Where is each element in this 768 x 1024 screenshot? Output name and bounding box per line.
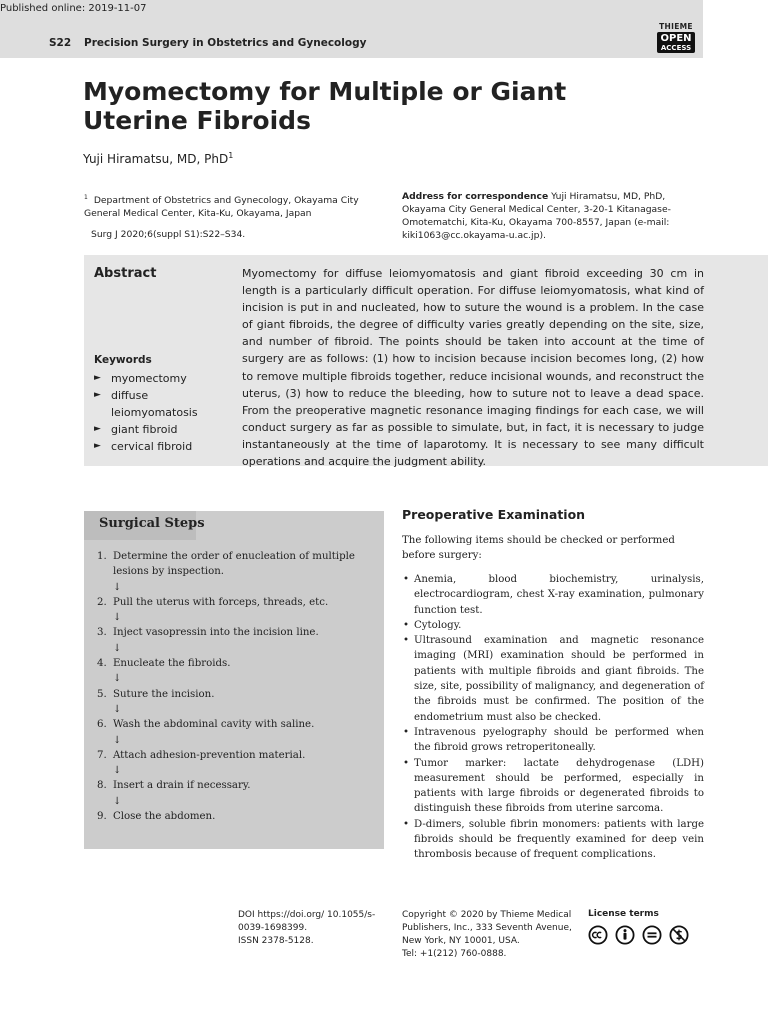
step-item	[97, 778, 377, 809]
keyword-text: myomectomy	[111, 372, 187, 385]
step-item	[97, 809, 377, 824]
step-text: Suture the incision.	[113, 688, 215, 700]
step-line	[97, 748, 377, 763]
preoperative-item	[402, 633, 704, 725]
logo-open-access-box	[657, 32, 695, 53]
surgical-steps-box	[84, 511, 384, 849]
doi-line	[238, 909, 388, 935]
nc-icon	[669, 925, 689, 945]
step-number: 3.	[97, 627, 107, 639]
address-text: Yuji Hiramatsu, MD, PhD, Okayama City General Medical Center, 3-20-1 Kitanagase-Omotematchi, Kita-Ku, Okayama 700-8557, Japan (e-mail: kiki1063@cc.okayama-u.ac.jp).	[402, 191, 671, 241]
preoperative-item-text: Ultrasound examination and magnetic resonance imaging (MRI) examination should be performed in patients with multiple fibroids and giant fibroids. The size, site, possibility of malignancy, and degeneration of the fibroids must be confirmed. The position of the endometrium must also be checked.	[414, 635, 704, 723]
step-line	[97, 778, 377, 793]
step-number: 7.	[97, 749, 107, 761]
surgical-steps-list	[97, 549, 377, 824]
step-text: Wash the abdominal cavity with saline.	[113, 719, 315, 731]
doi-block	[238, 909, 388, 948]
logo-thieme-text: THIEME	[659, 22, 693, 31]
doi-label: DOI	[238, 910, 255, 920]
step-text: Close the abdomen.	[113, 811, 216, 823]
keyword-item[interactable]	[94, 387, 214, 421]
bullet-icon: •	[403, 757, 410, 769]
step-number: 1.	[97, 551, 107, 562]
abstract-text: Myomectomy for diffuse leiomyomatosis and giant fibroid exceeding 30 cm in length is a particularly difficult operation. For diffuse leiomyomatosis, what kind of incision is put in and nucleated, how to suture the wound is a problem. In the case of giant fibroids, the degree of difficulty varies greatly depending on the site, size, and number of fibroid. The points should be taken into account at the time of surgery are as follows: (1) how to incision because incision becomes long, (2) how to remove multiple fibroids together, reduce incisional wounds, and reconstruct the uterus, (3) how to reduce the bleeding, how to suture not to leave a dead space. From the preoperative magnetic resonance imaging findings for each case, we will conduct surgery as far as possible to simulate, but, in fact, it is necessary to judge instantaneously at the time of laparotomy. It is necessary to see many difficult operations and acquire the judgment ability.	[242, 267, 704, 469]
preoperative-heading: Preoperative Examination	[402, 507, 586, 522]
keyword-arrow-icon: ►	[94, 390, 101, 400]
address-label: Address for correspondence	[402, 191, 549, 202]
preoperative-item	[402, 618, 704, 633]
keyword-item[interactable]	[94, 421, 214, 438]
step-number: 9.	[97, 811, 107, 823]
step-item	[97, 656, 377, 687]
author-line	[83, 151, 233, 166]
step-number: 6.	[97, 719, 107, 731]
step-text: Inject vasopressin into the incision line.	[113, 627, 319, 639]
author-name: Yuji Hiramatsu, MD, PhD	[83, 152, 229, 166]
doi-link[interactable]: https://doi.org/ 10.1055/s-0039-1698399.	[238, 910, 376, 933]
affiliation-mark: 1	[84, 194, 88, 201]
copyright-text: Copyright © 2020 by Thieme Medical Publishers, Inc., 333 Seventh Avenue, New York, NY 10001, USA.	[402, 910, 572, 946]
down-arrow-icon: ↓	[113, 765, 122, 777]
preoperative-item-text: Intravenous pyelography should be performed when the fibroid grows retroperitoneally.	[414, 726, 704, 754]
affiliation-text: Department of Obstetrics and Gynecology, Okayama City General Medical Center, Kita-Ku, Okayama, Japan	[84, 195, 359, 220]
article-title: Myomectomy for Multiple or Giant Uterine Fibroids	[83, 77, 567, 135]
keyword-arrow-icon: ►	[94, 441, 101, 451]
step-item	[97, 625, 377, 656]
citation: Surg J 2020;6(suppl S1):S22–S34.	[91, 229, 246, 240]
down-arrow-icon: ↓	[113, 795, 122, 807]
step-text: Enucleate the fibroids.	[113, 658, 231, 670]
preoperative-item	[402, 725, 704, 756]
down-arrow-icon: ↓	[113, 642, 122, 654]
bullet-icon: •	[403, 574, 410, 585]
step-line	[97, 717, 377, 732]
step-text: Attach adhesion-prevention material.	[113, 749, 306, 761]
surgical-steps-heading: Surgical Steps	[99, 516, 205, 531]
preoperative-item	[402, 817, 704, 863]
bullet-icon: •	[403, 619, 410, 631]
affiliation	[84, 191, 389, 220]
step-item	[97, 717, 377, 748]
step-number: 5.	[97, 688, 107, 700]
preoperative-intro: The following items should be checked or performed before surgery:	[402, 535, 675, 562]
journal-title: Precision Surgery in Obstetrics and Gynecology	[84, 37, 367, 49]
step-line	[97, 549, 377, 580]
step-line	[97, 656, 377, 671]
step-item	[97, 549, 377, 595]
logo-access-text: ACCESS	[660, 44, 692, 52]
preoperative-item-text: Anemia, blood biochemistry, urinalysis, electrocardiogram, chest X-ray examination, pulmonary function test.	[414, 574, 704, 616]
keyword-item[interactable]	[94, 438, 214, 455]
keyword-text: cervical fibroid	[111, 440, 193, 453]
abstract-heading: Abstract	[94, 266, 157, 281]
down-arrow-icon: ↓	[113, 612, 122, 624]
author-affiliation-mark: 1	[228, 151, 234, 160]
step-text: Pull the uterus with forceps, threads, etc.	[113, 596, 329, 608]
telephone: Tel: +1(212) 760-0888.	[402, 949, 507, 959]
license-icons[interactable]	[588, 925, 691, 945]
bullet-icon: •	[403, 726, 410, 738]
preoperative-item-text: D-dimers, soluble fibrin monomers: patients with large fibroids should be frequently examined for deep vein thrombosis because of frequent complications.	[414, 818, 704, 861]
step-line	[97, 809, 377, 824]
step-item	[97, 687, 377, 718]
bullet-icon: •	[403, 635, 410, 647]
preoperative-item	[402, 572, 704, 618]
keyword-item[interactable]	[94, 370, 214, 387]
keywords-list	[94, 370, 214, 455]
correspondence-address	[402, 190, 707, 242]
issn: ISSN 2378-5128.	[238, 936, 314, 946]
step-item	[97, 595, 377, 626]
published-date: Published online: 2019-11-07	[0, 3, 147, 14]
keyword-arrow-icon: ►	[94, 424, 101, 434]
keyword-arrow-icon: ►	[94, 373, 101, 383]
by-icon	[615, 925, 635, 945]
thieme-open-access-logo[interactable]	[655, 22, 697, 56]
nd-icon	[642, 925, 662, 945]
down-arrow-icon: ↓	[113, 734, 122, 746]
preoperative-item	[402, 756, 704, 817]
logo-open-text: OPEN	[660, 33, 692, 44]
keywords-heading: Keywords	[94, 354, 152, 366]
step-text: Insert a drain if necessary.	[113, 780, 251, 792]
down-arrow-icon: ↓	[113, 581, 122, 593]
step-text: Determine the order of enucleation of multiple lesions by inspection.	[113, 551, 355, 578]
keyword-text: giant fibroid	[111, 423, 178, 436]
abstract-box	[84, 255, 768, 469]
step-line	[97, 687, 377, 702]
step-number: 4.	[97, 658, 107, 670]
step-line	[97, 595, 377, 610]
step-item	[97, 748, 377, 779]
step-number: 8.	[97, 780, 107, 792]
preoperative-item-text: Cytology.	[414, 619, 462, 631]
step-line	[97, 625, 377, 640]
license-label: License terms	[588, 909, 659, 919]
step-number: 2.	[97, 596, 107, 608]
down-arrow-icon: ↓	[113, 703, 122, 715]
preoperative-list	[402, 572, 704, 863]
down-arrow-icon: ↓	[113, 673, 122, 685]
preoperative-item-text: Tumor marker: lactate dehydrogenase (LDH) measurement should be performed, especially in patients with large fibroids or degenerated fibroids to distinguish these fibroids from uterine sarcoma.	[414, 757, 704, 815]
cc-icon	[588, 925, 608, 945]
keyword-text: diffuse leiomyomatosis	[111, 389, 198, 419]
bullet-icon: •	[403, 818, 410, 830]
copyright-block	[402, 909, 577, 961]
page-number: S22	[49, 37, 72, 49]
